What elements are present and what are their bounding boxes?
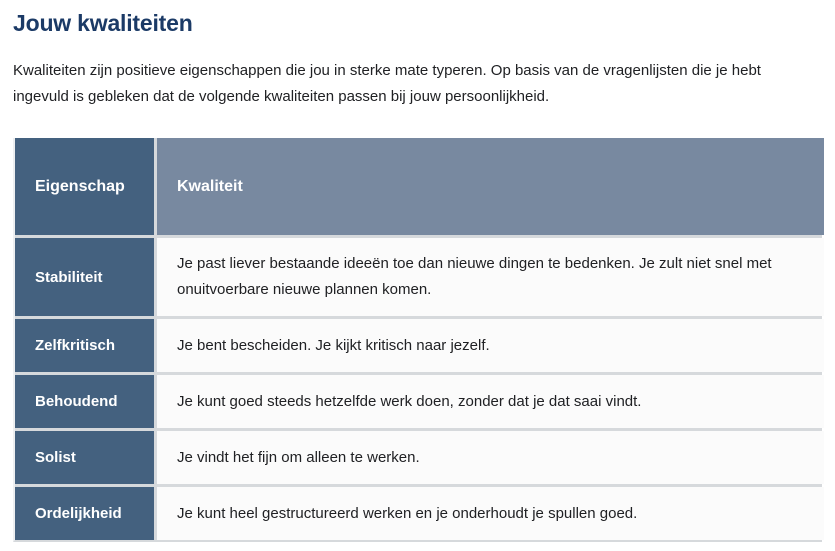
row-label-stabiliteit: Stabiliteit: [15, 238, 154, 316]
row-description-zelfkritisch: Je bent bescheiden. Je kijkt kritisch naar jezelf.: [157, 319, 824, 372]
table-header-eigenschap: Eigenschap: [15, 138, 154, 235]
table-header-kwaliteit: Kwaliteit: [157, 138, 824, 235]
row-label-solist: Solist: [15, 431, 154, 484]
row-description-solist: Je vindt het fijn om alleen te werken.: [157, 431, 824, 484]
qualities-table: [13, 138, 822, 542]
row-label-behoudend: Behoudend: [15, 375, 154, 428]
row-label-ordelijkheid: Ordelijkheid: [15, 487, 154, 540]
row-description-behoudend: Je kunt goed steeds hetzelfde werk doen, zonder dat je dat saai vindt.: [157, 375, 824, 428]
row-description-ordelijkheid: Je kunt heel gestructureerd werken en je onderhoudt je spullen goed.: [157, 487, 824, 540]
intro-paragraph: Kwaliteiten zijn positieve eigenschappen die jou in sterke mate typeren. Op basis van de vragenlijsten die je hebt ingevuld is gebleken dat de volgende kwaliteiten passen bij jouw persoonlijkheid.: [13, 62, 761, 105]
page-title: Jouw kwaliteiten: [13, 10, 193, 36]
row-label-zelfkritisch: Zelfkritisch: [15, 319, 154, 372]
row-description-stabiliteit: Je past liever bestaande ideeën toe dan nieuwe dingen te bedenken. Je zult niet snel met onuitvoerbare nieuwe plannen komen.: [157, 238, 824, 316]
